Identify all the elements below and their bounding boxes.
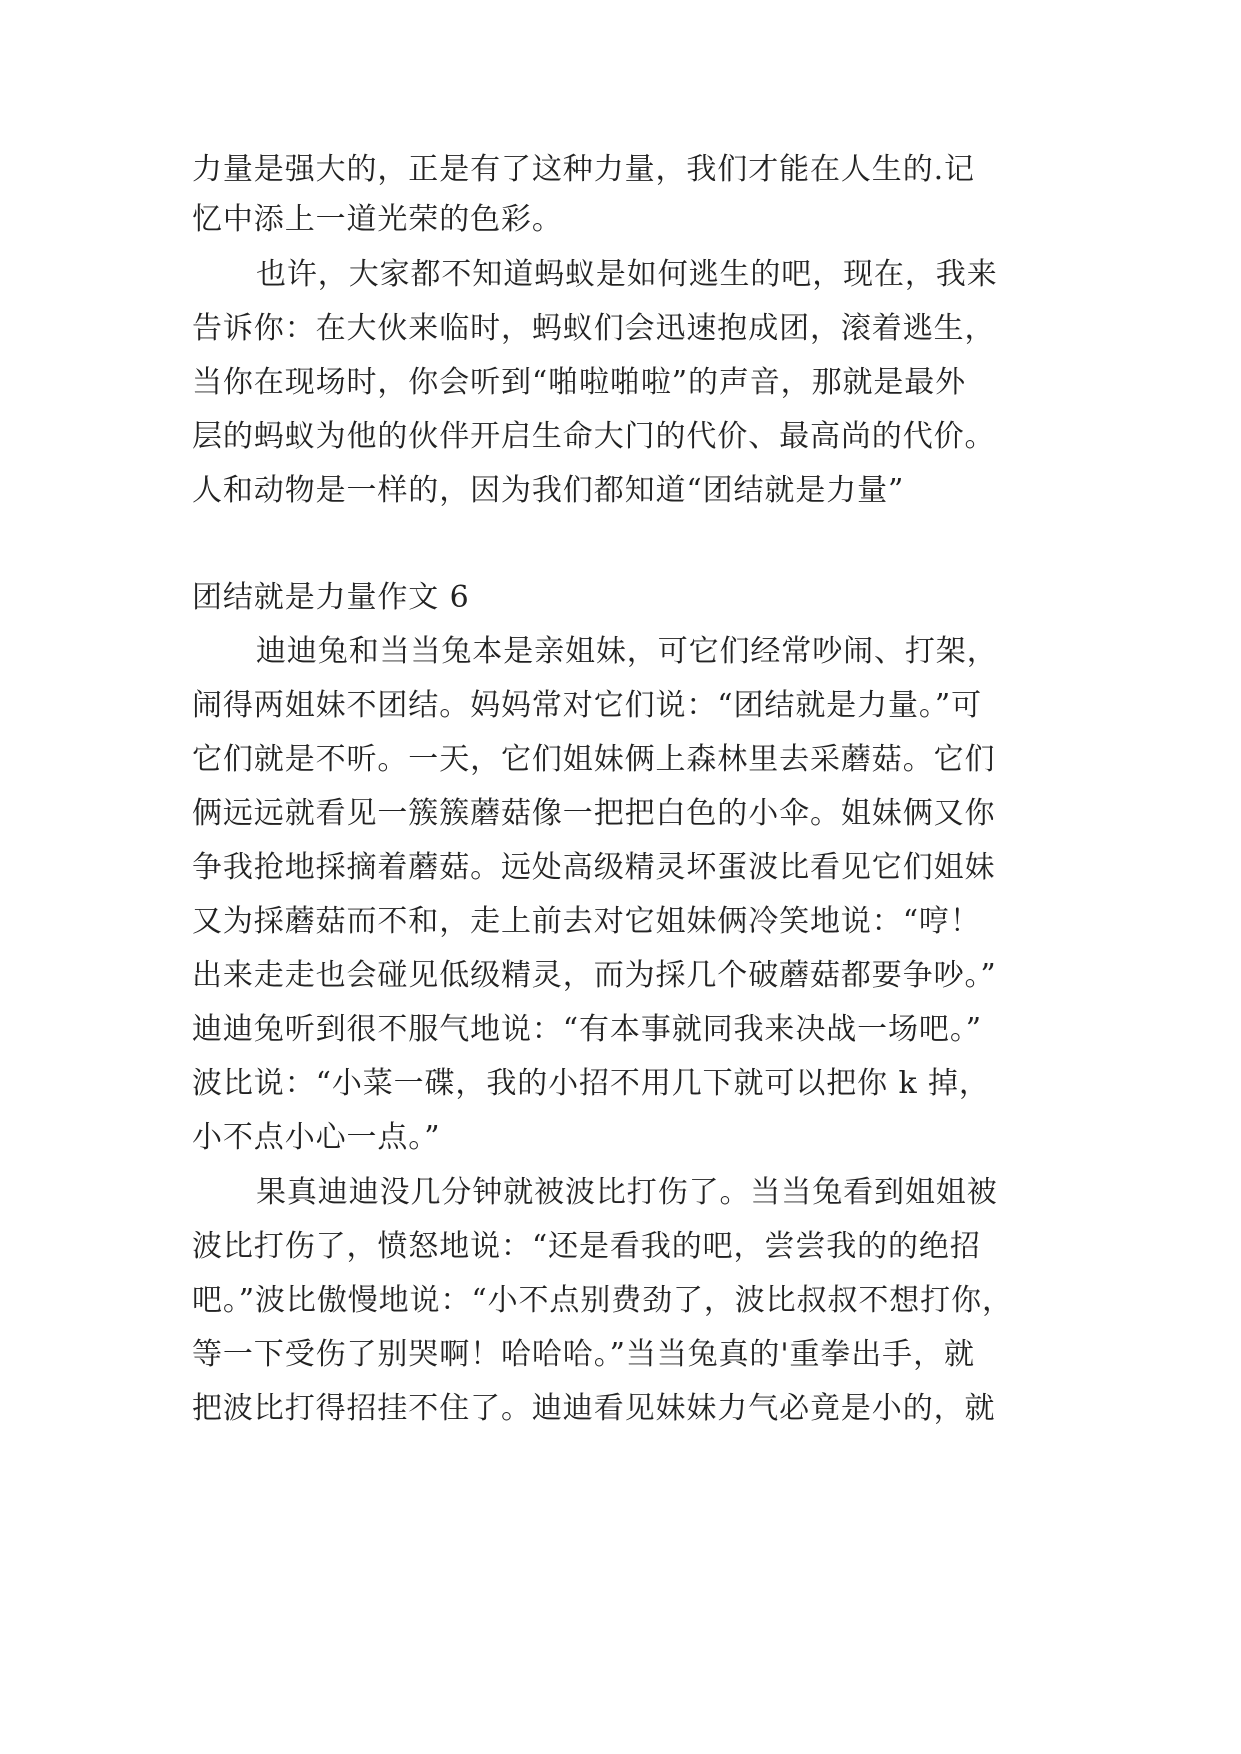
text-line: 又为採蘑菇而不和，走上前去对它姐妹俩冷笑地说：“哼！ [192,904,981,939]
section-heading: 团结就是力量作文 6 [192,580,470,615]
text-line: 俩远远就看见一簇簇蘑菇像一把把白色的小伞。姐妹俩又你 [192,796,996,831]
paragraph-first-line: 也许，大家都不知道蚂蚁是如何逃生的吧，现在，我来 [256,257,998,292]
text-line: 吧。”波比傲慢地说：“小不点别费劲了，波比叔叔不想打你， [192,1283,1013,1318]
text-line: 把波比打得招挂不住了。迪迪看见妹妹力气必竟是小的，就 [192,1391,996,1426]
text-line: 当你在现场时，你会听到“啪啦啪啦”的声音，那就是最外 [192,365,967,400]
text-line: 出来走走也会碰见低级精灵，而为採几个破蘑菇都要争吵。” [192,958,997,993]
text-line: 力量是强大的，正是有了这种力量，我们才能在人生的.记 [192,152,975,187]
text-line: 闹得两姐妹不团结。妈妈常对它们说：“团结就是力量。”可 [192,688,982,723]
paragraph-first-line: 果真迪迪没几分钟就被波比打伤了。当当兔看到姐姐被 [256,1175,998,1210]
text-line: 波比打伤了，愤怒地说：“还是看我的吧，尝尝我的的绝招 [192,1229,981,1264]
text-line: 层的蚂蚁为他的伙伴开启生命大门的代价、最高尚的代价。 [192,419,996,454]
text-line: 等一下受伤了别哭啊！哈哈哈。”当当兔真的'重拳出手，就 [192,1337,975,1372]
paragraph-first-line: 迪迪兔和当当兔本是亲姐妹，可它们经常吵闹、打架， [256,634,998,669]
text-line: 告诉你：在大伙来临时，蚂蚁们会迅速抱成团，滚着逃生， [192,311,996,346]
text-line: 它们就是不听。一天，它们姐妹俩上森林里去采蘑菇。它们 [192,742,996,777]
text-line: 小不点小心一点。” [192,1120,441,1155]
text-line: 迪迪兔听到很不服气地说：“有本事就同我来决战一场吧。” [192,1012,982,1047]
text-line: 人和动物是一样的，因为我们都知道“团结就是力量” [192,473,905,508]
text-line: 争我抢地採摘着蘑菇。远处高级精灵坏蛋波比看见它们姐妹 [192,850,996,885]
text-line: 波比说：“小菜一碟，我的小招不用几下就可以把你 k 掉， [192,1066,990,1101]
text-line: 忆中添上一道光荣的色彩。 [192,202,563,237]
